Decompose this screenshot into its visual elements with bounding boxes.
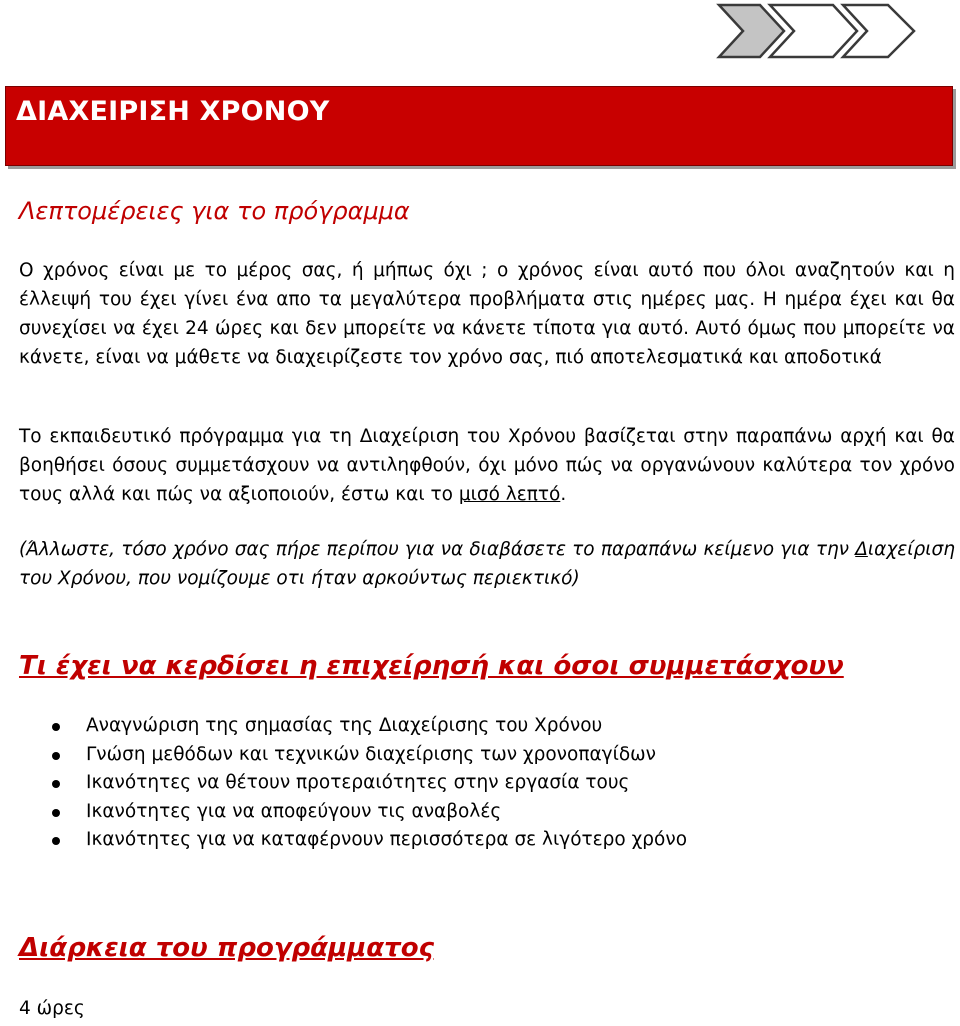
bullet-icon — [52, 837, 60, 845]
list-item — [19, 769, 687, 798]
list-item — [19, 712, 687, 741]
list-item-label: Αναγνώριση της σημασίας της Διαχείρισης του Χρόνου — [86, 715, 603, 736]
aside-underlined-letter: Δ — [855, 539, 868, 560]
duration-value: 4 ώρες — [19, 998, 85, 1019]
bullet-icon — [52, 723, 60, 731]
list-item-label: Ικανότητες να θέτουν προτεραιότητες στην εργασία τους — [86, 772, 630, 793]
bullet-icon — [52, 752, 60, 760]
list-item — [19, 741, 687, 770]
list-item — [19, 798, 687, 827]
details-heading: Λεπτομέρειες για το πρόγραμμα — [19, 197, 410, 225]
benefits-list — [19, 712, 687, 855]
list-item-label: Ικανότητες για να καταφέρνουν περισσότερα σε λιγότερο χρόνο — [86, 829, 688, 850]
chevron-left-shape — [719, 5, 784, 57]
list-item-label: Γνώση μεθόδων και τεχνικών διαχείρισης των χρονοπαγίδων — [86, 743, 657, 765]
aside-paragraph-end: ιαχείριση του Χρόνου, που νομίζουμε οτι ήταν αρκούντως περιεκτικό) — [19, 539, 955, 589]
bullet-icon — [52, 780, 60, 788]
program-paragraph — [19, 422, 955, 509]
bullet-icon — [52, 809, 60, 817]
program-paragraph-text: Το εκπαιδευτικό πρόγραμμα για τη Διαχείριση του Χρόνου βασίζεται στην παραπάνω αρχή και θα βοηθήσει όσους συμμετάσχουν να αντιληφθούν, όχι μόνο πώς να οργανώνουν καλύτερα τον χρόνο τους αλλά και πώς να αξιοποιούν, έστω και το — [19, 426, 955, 505]
aside-paragraph-start: (Άλλωστε, τόσο χρόνο σας πήρε περίπου για να διαβάσετε το παραπάνω κείμενο για την — [19, 539, 856, 560]
chevron-arrows-icon — [716, 2, 920, 60]
intro-paragraph: Ο χρόνος είναι με το μέρος σας, ή μήπως όχι ; ο χρόνος είναι αυτό που όλοι αναζητούν και η έλλειψή του έχει γίνει ένα απο τα μεγαλύτερα προβλήματα στις ημέρες μας. Η ημέρα έχει και θα συνεχίσει να έχει 24 ώρες και δεν μπορείτε να κάνετε τίποτα για αυτό. Αυτό όμως που μπορείτε να κάνετε, είναι να μάθετε να διαχειρίζεστε τον χρόνο σας, πιό αποτελεσματικά και αποδοτικά — [19, 260, 955, 368]
program-paragraph-end: . — [560, 484, 567, 505]
title-banner — [5, 86, 953, 166]
benefits-heading: Τι έχει να κερδίσει η επιχείρησή και όσοι συμμετάσχουν — [19, 651, 844, 681]
list-item-label: Ικανότητες για να αποφεύγουν τις αναβολές — [86, 800, 502, 822]
list-item — [19, 826, 687, 855]
aside-paragraph — [19, 535, 955, 593]
half-minute-underlined: μισό λεπτό — [458, 484, 561, 505]
duration-heading: Διάρκεια του προγράμματος — [19, 933, 434, 963]
page-title: ΔΙΑΧΕΙΡΙΣΗ ΧΡΟΝΟΥ — [16, 96, 330, 127]
